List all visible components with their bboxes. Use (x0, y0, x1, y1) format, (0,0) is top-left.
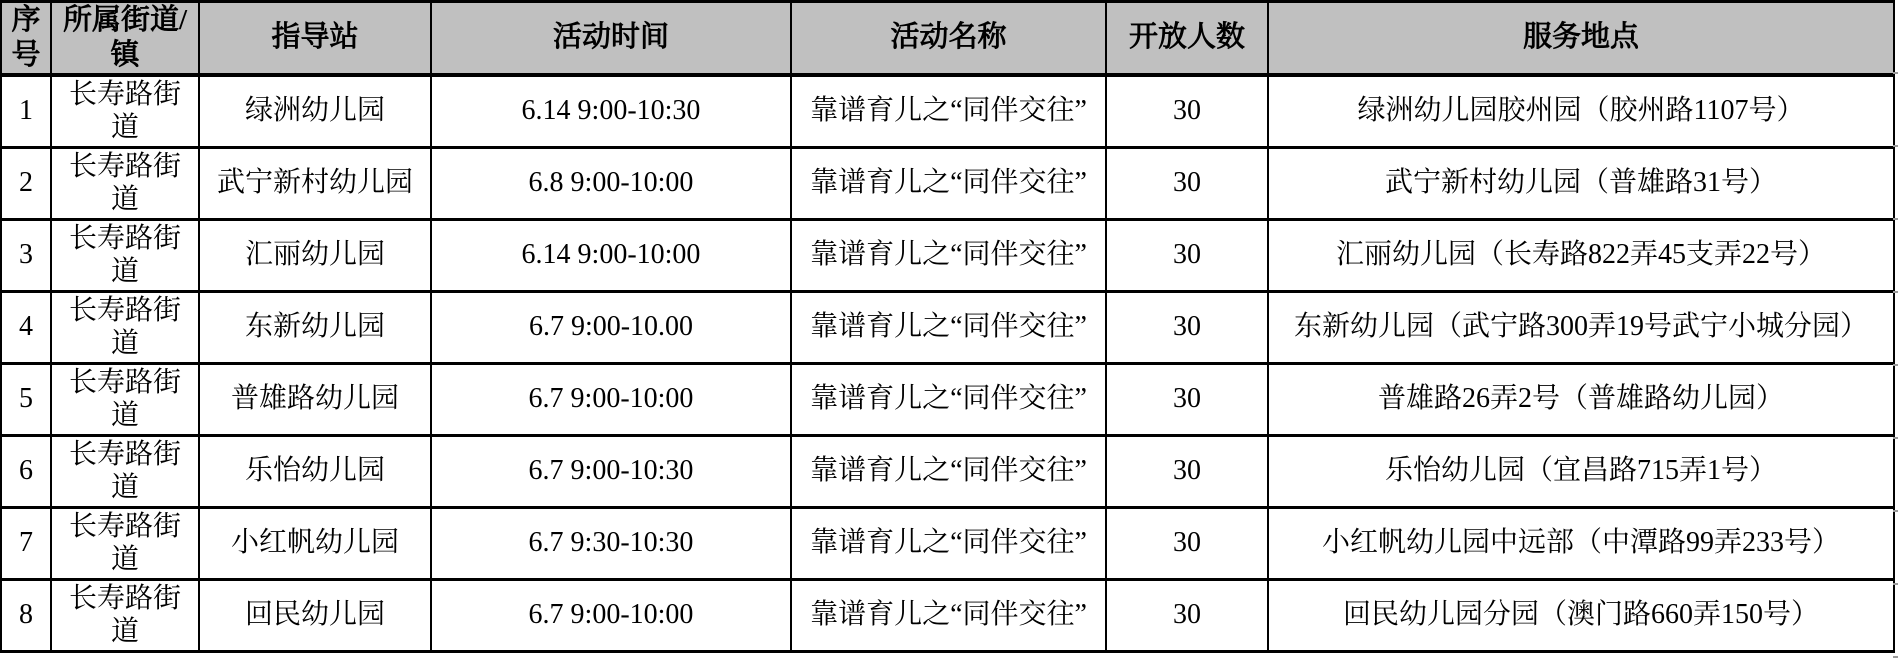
table-row (1, 219, 1894, 291)
cell-row1-street: 长寿路街道 (51, 75, 199, 148)
cell-row2-location: 武宁新村幼儿园（普雄路31号） (1268, 147, 1894, 219)
cell-row8-location: 回民幼儿园分园（澳门路660弄150号） (1268, 579, 1894, 651)
table-row (1, 507, 1894, 579)
cell-row4-capacity: 30 (1106, 291, 1268, 363)
column-header-street: 所属街道/镇 (51, 2, 199, 75)
cell-row2-station: 武宁新村幼儿园 (199, 147, 431, 219)
cell-row8-street: 长寿路街道 (51, 579, 199, 651)
cell-row8-activity: 靠谱育儿之“同伴交往” (791, 579, 1106, 651)
cell-row7-street: 长寿路街道 (51, 507, 199, 579)
table-row (1, 75, 1894, 148)
table-row (1, 579, 1894, 651)
table-row (1, 435, 1894, 507)
cell-row5-index: 5 (1, 363, 51, 435)
cell-row2-time: 6.8 9:00-10:00 (431, 147, 791, 219)
cell-row8-time: 6.7 9:00-10:00 (431, 579, 791, 651)
column-header-activity: 活动名称 (791, 2, 1106, 75)
column-header-index: 序号 (1, 2, 51, 75)
cell-row7-time: 6.7 9:30-10:30 (431, 507, 791, 579)
cell-row6-capacity: 30 (1106, 435, 1268, 507)
column-header-location: 服务地点 (1268, 2, 1894, 75)
table-row (1, 291, 1894, 363)
cell-row1-capacity: 30 (1106, 75, 1268, 148)
cell-row4-index: 4 (1, 291, 51, 363)
cell-row4-street: 长寿路街道 (51, 291, 199, 363)
column-header-capacity: 开放人数 (1106, 2, 1268, 75)
column-header-time: 活动时间 (431, 2, 791, 75)
cell-row5-activity: 靠谱育儿之“同伴交往” (791, 363, 1106, 435)
cell-row1-index: 1 (1, 75, 51, 148)
header-row (1, 2, 1894, 75)
cell-row7-location: 小红帆幼儿园中远部（中潭路99弄233号） (1268, 507, 1894, 579)
cell-row5-capacity: 30 (1106, 363, 1268, 435)
cell-row7-capacity: 30 (1106, 507, 1268, 579)
cell-row7-index: 7 (1, 507, 51, 579)
table-row (1, 147, 1894, 219)
cell-row1-activity: 靠谱育儿之“同伴交往” (791, 75, 1106, 148)
gridline-stub (1893, 656, 1898, 658)
cell-row1-location: 绿洲幼儿园胶州园（胶州路1107号） (1268, 75, 1894, 148)
cell-row3-street: 长寿路街道 (51, 219, 199, 291)
table-body (1, 75, 1894, 652)
cell-row3-location: 汇丽幼儿园（长寿路822弄45支弄22号） (1268, 219, 1894, 291)
cell-row6-index: 6 (1, 435, 51, 507)
cell-row3-activity: 靠谱育儿之“同伴交往” (791, 219, 1106, 291)
column-header-station: 指导站 (199, 2, 431, 75)
cell-row4-station: 东新幼儿园 (199, 291, 431, 363)
cell-row3-capacity: 30 (1106, 219, 1268, 291)
cell-row2-street: 长寿路街道 (51, 147, 199, 219)
cell-row2-index: 2 (1, 147, 51, 219)
cell-row8-capacity: 30 (1106, 579, 1268, 651)
cell-row6-street: 长寿路街道 (51, 435, 199, 507)
cell-row2-capacity: 30 (1106, 147, 1268, 219)
cell-row5-street: 长寿路街道 (51, 363, 199, 435)
cell-row6-station: 乐怡幼儿园 (199, 435, 431, 507)
cell-row3-index: 3 (1, 219, 51, 291)
cell-row6-location: 乐怡幼儿园（宜昌路715弄1号） (1268, 435, 1894, 507)
cell-row4-location: 东新幼儿园（武宁路300弄19号武宁小城分园） (1268, 291, 1894, 363)
table-header (1, 2, 1894, 75)
cell-row8-index: 8 (1, 579, 51, 651)
cell-row5-station: 普雄路幼儿园 (199, 363, 431, 435)
cell-row6-time: 6.7 9:00-10:30 (431, 435, 791, 507)
cell-row1-station: 绿洲幼儿园 (199, 75, 431, 148)
cell-row8-station: 回民幼儿园 (199, 579, 431, 651)
cell-row3-station: 汇丽幼儿园 (199, 219, 431, 291)
table-row (1, 363, 1894, 435)
cell-row1-time: 6.14 9:00-10:30 (431, 75, 791, 148)
cell-row4-time: 6.7 9:00-10.00 (431, 291, 791, 363)
cell-row5-time: 6.7 9:00-10:00 (431, 363, 791, 435)
cell-row2-activity: 靠谱育儿之“同伴交往” (791, 147, 1106, 219)
cell-row5-location: 普雄路26弄2号（普雄路幼儿园） (1268, 363, 1894, 435)
cell-row4-activity: 靠谱育儿之“同伴交往” (791, 291, 1106, 363)
cell-row7-station: 小红帆幼儿园 (199, 507, 431, 579)
cell-row6-activity: 靠谱育儿之“同伴交往” (791, 435, 1106, 507)
cell-row3-time: 6.14 9:00-10:00 (431, 219, 791, 291)
cell-row7-activity: 靠谱育儿之“同伴交往” (791, 507, 1106, 579)
